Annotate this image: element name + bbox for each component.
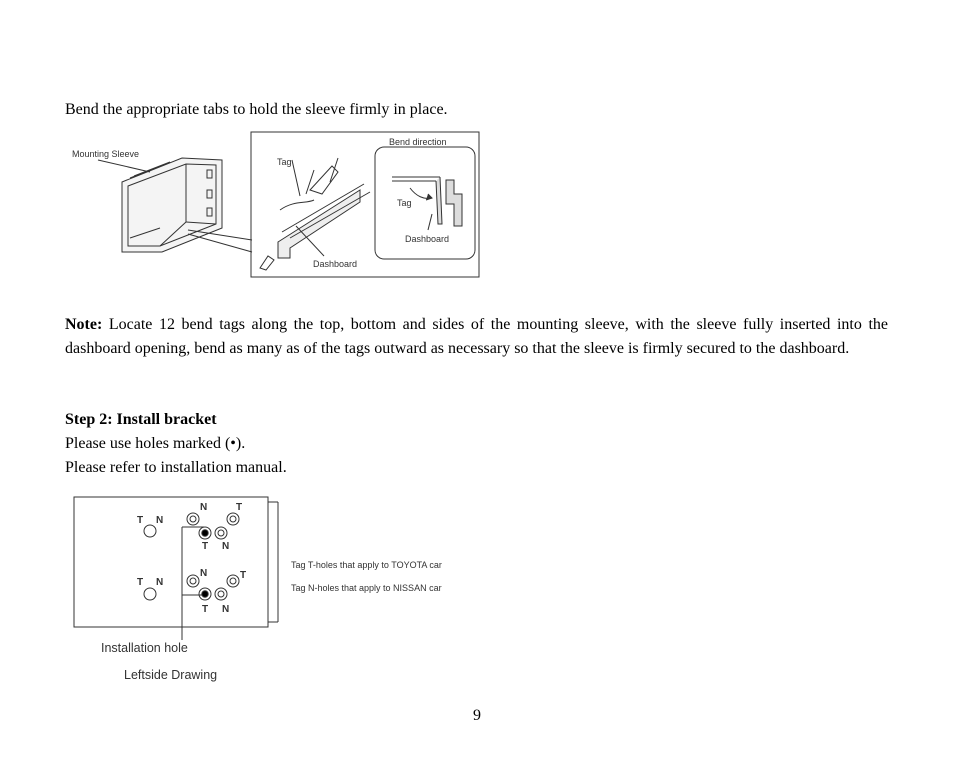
label-t: T	[137, 515, 144, 526]
label-t: T	[137, 577, 144, 588]
mounting-sleeve-illustration	[70, 130, 482, 282]
label-t: T	[202, 541, 209, 552]
installation-hole-2	[202, 591, 208, 597]
label-n: N	[222, 541, 230, 552]
intro-text: Bend the appropriate tabs to hold the sleeve firmly in place.	[65, 101, 448, 118]
dashboard-label: Dashboard	[313, 259, 358, 269]
label-n: N	[156, 515, 164, 526]
legend-nissan: Tag N-holes that apply to NISSAN car	[291, 583, 442, 593]
mounting-sleeve-label: Mounting Sleeve	[72, 149, 140, 159]
step2-line1: Please use holes marked (•).	[65, 435, 246, 452]
hole-t-left-1	[144, 525, 156, 537]
label-t: T	[202, 604, 209, 615]
mounting-sleeve-figure	[70, 130, 482, 282]
step2-title: Step 2: Install bracket	[65, 411, 217, 428]
label-n: N	[200, 502, 208, 513]
label-n: N	[156, 577, 164, 588]
label-t: T	[236, 502, 243, 513]
leftside-drawing-label: Leftside Drawing	[124, 668, 218, 682]
installation-hole-1	[202, 530, 208, 536]
label-n: N	[200, 568, 208, 579]
note-text: Locate 12 bend tags along the top, bottom and sides of the mounting sleeve, with the sleeve fully inserted into the dashboard opening, bend as many as of the tags outward as necessary so that the sleeve is firmly secured to the dashboard.	[65, 316, 888, 357]
bend-direction-label: Bend direction	[389, 137, 447, 147]
inset-tag-label: Tag	[397, 198, 412, 208]
page-number: 9	[473, 707, 481, 724]
label-t: T	[240, 570, 247, 581]
note-label: Note:	[65, 316, 103, 333]
label-n: N	[222, 604, 230, 615]
bracket-illustration	[70, 490, 496, 690]
legend-toyota: Tag T-holes that apply to TOYOTA car	[291, 560, 442, 570]
note-paragraph	[65, 313, 888, 361]
step2-line2: Please refer to installation manual.	[65, 459, 287, 476]
hole-t-left-2	[144, 588, 156, 600]
bracket-figure	[70, 490, 496, 690]
tag-label: Tag	[277, 157, 292, 167]
inset-dashboard-label: Dashboard	[405, 234, 450, 244]
installation-hole-label: Installation hole	[101, 641, 188, 655]
